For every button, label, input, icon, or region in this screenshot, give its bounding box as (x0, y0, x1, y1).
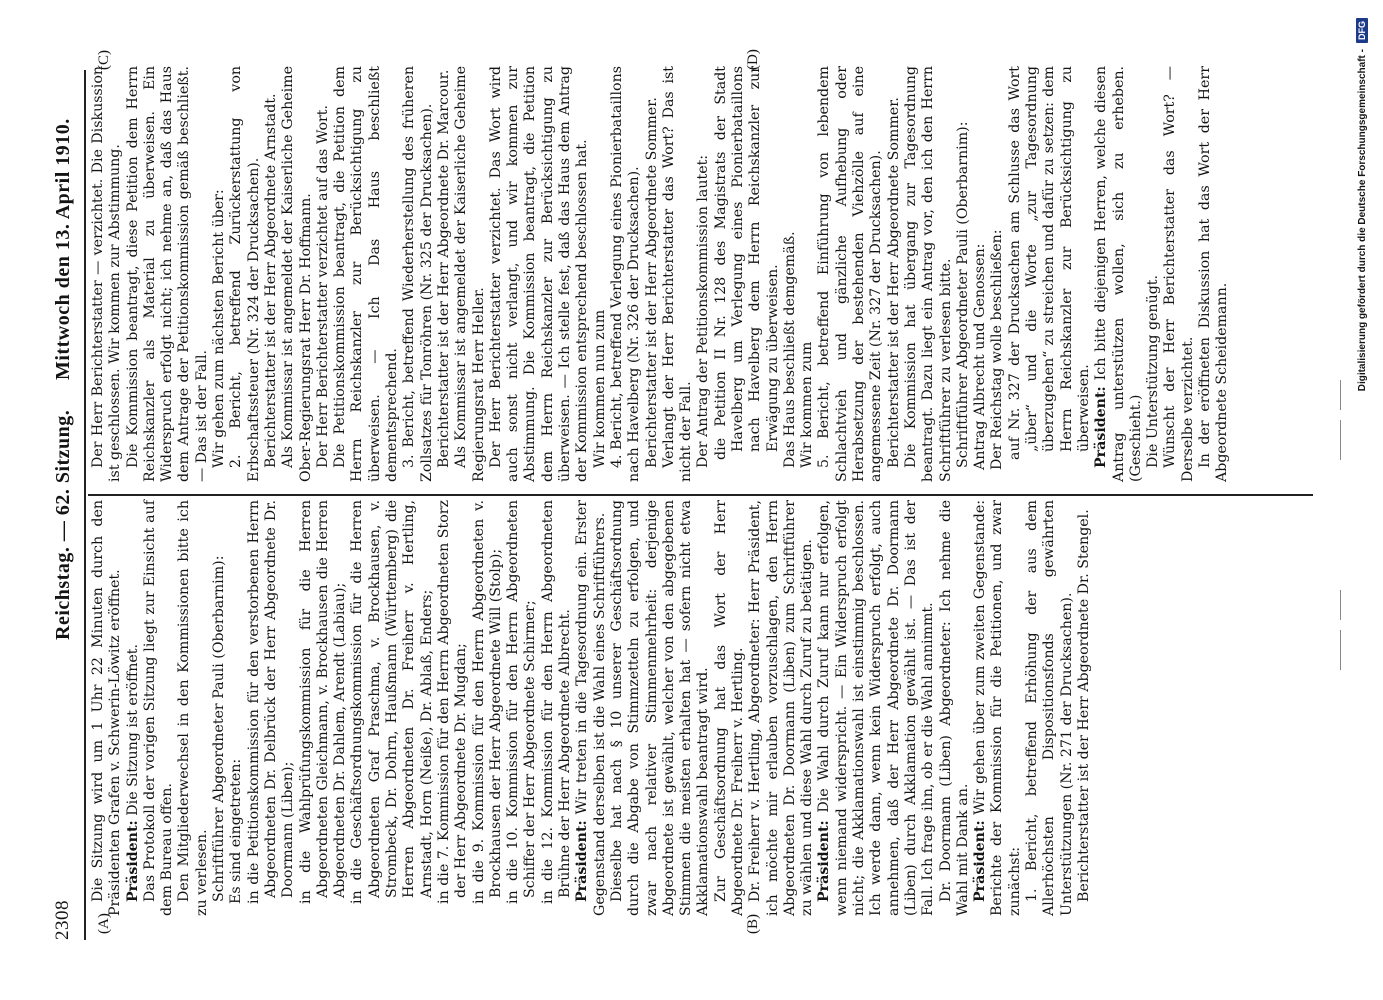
paragraph-text: Berichterstatter ist der Herr Abgeordnete Arnstadt. (262, 93, 279, 468)
scan-mark (1340, 380, 1341, 410)
paragraph (782, 66, 799, 482)
paragraph (211, 66, 228, 482)
scan-mark (1340, 590, 1341, 620)
paragraph-text: Der Herr Berichterstatter verzichtet auf das Wort. (314, 105, 331, 468)
paragraph (938, 500, 973, 916)
paragraph-text: die Petition II Nr. 128 des Magistrats der Stadt Havelberg um Verlegung eines Pionierbataillons nach Havelberg dem Herrn Reichskanzler zur Erwägung zu überweisen. (712, 66, 781, 460)
paragraph-text: Wünscht der Herr Berichterstatter das Wort? — Derselbe verzichtet. (1162, 66, 1196, 482)
paragraph (713, 66, 782, 482)
paragraph (246, 500, 298, 916)
paragraph-text: Wir kommen zum (799, 341, 816, 468)
paragraph (1007, 66, 1093, 482)
paragraph-text: Die Sitzung ist eröffnet. (124, 644, 141, 821)
paragraph-text: auf Nr. 327 der Drucksachen am Schlusse das Wort „über“ und die Worte „zur Tagesordnung überzugehen“ zu streichen und dafür zu setzen: dem Herrn Reichskanzler zur Berücksichtigung zu überweisen. (1006, 66, 1092, 460)
paragraph (505, 500, 540, 916)
paragraph-text: Berichterstatter ist der Herr Abgeordnete Sommer. (643, 97, 660, 468)
paragraph (142, 500, 177, 916)
paragraph-text: 2. Bericht, betreffend Zurückerstattung von Erbschaftssteuer (Nr. 324 der Drucksachen). (228, 66, 262, 482)
paragraph (695, 66, 712, 482)
paragraph-text: Berichterstatter ist der Herr Abgeordnete Sommer. (885, 97, 902, 468)
page-header (48, 90, 78, 940)
paragraph (125, 500, 142, 916)
paragraph (1197, 66, 1232, 482)
paragraph-text: 4. Bericht, betreffend Verlegung eines Pionierbataillons nach Havelberg (Nr. 326 der Drucksachen). (608, 66, 643, 482)
paragraph-text: Es sind eingetreten: (228, 758, 245, 904)
paragraph-text: Dr. Doormann (Liben) Abgeordneter: Ich nehme die Wahl mit Dank an. (937, 500, 971, 916)
margin-marker-d: (D) (745, 49, 761, 70)
paragraph (471, 500, 506, 916)
paragraph-text: in die Geschäftsordnungskommission für die Herren Abgeordneten Graf Praschma, v. Brockhausen, v. Strombeck, Dr. Dohrn, Haußmann (Württemberg) die Herren Abgeordneten Dr. Freiherr v. Hertling, Arnstadt, Horn (Neiße), Dr. Ablaß, Enders; (349, 500, 435, 904)
paragraph (90, 66, 125, 482)
paragraph-text: Berichterstatter ist der Herr Abgeordnete Dr. Stengel. (1075, 509, 1092, 902)
speaker-label: Präsident: (574, 820, 591, 902)
paragraph (315, 66, 332, 482)
paragraph-text: Wir treten in die Tagesordnung ein. Erster Gegenstand derselben ist die Wahl eines Schriftführers. (574, 500, 608, 916)
paragraph (989, 66, 1006, 482)
footer-text: Digitalisierung gefördert durch die Deutsche Forschungsgemeinschaft - (1357, 49, 1368, 392)
paragraph (816, 500, 937, 916)
paragraph-text: in die 10. Kommission für den Herrn Abgeordneten Schiffer der Herr Abgeordnete Schirmer; (505, 500, 539, 904)
paragraph (211, 500, 228, 916)
dfg-logo: DFG (1356, 18, 1368, 43)
paragraph-text: in die 12. Kommission für den Herrn Abgeordneten Brühne der Herr Abgeordnete Albrecht. (539, 500, 574, 904)
paragraph (816, 66, 885, 482)
paragraph (609, 66, 644, 482)
paragraph-text: Die Unterstützung genügt. (1145, 275, 1162, 468)
paragraph (1076, 500, 1093, 916)
paragraph-text: Als Kommissar ist angemeldet der Kaiserliche Geheime Ober-Regierungsrat Herr Dr. Hoffmann. (280, 66, 314, 482)
session-date: Mittwoch den 13. April 1910. (52, 118, 74, 380)
column-rule (88, 494, 1313, 496)
paragraph-text: in die Petitionskommission für den verstorbenen Herrn Abgeordneten Dr. Delbrück der Herr Abgeordnete Dr. Doormann (Liben); (245, 500, 297, 904)
paragraph (488, 66, 592, 482)
paragraph-text: Die Kommission beantragt, diese Petition dem Herrn Reichskanzler als Material zu überweisen. Ein Widerspruch erfolgt nicht; ich nehme an, daß das Haus dem Antrage der Petitionskommission gemäß beschließt. — Das ist der Fall. (124, 66, 210, 482)
session-title: Reichstag. — 62. Sitzung. (52, 409, 74, 640)
paragraph (903, 66, 955, 482)
paragraph (228, 66, 263, 482)
paragraph-text: in die Wahlprüfungskommission für die Herren Abgeordneten Gleichmann, v. Brockhausen die Herren Abgeordneten Dr. Dahlem, Arendt (Labiau); (297, 500, 349, 904)
speaker-label: Präsident: (972, 820, 989, 902)
paragraph (298, 500, 350, 916)
paragraph (574, 500, 609, 916)
paragraph (332, 66, 401, 482)
paragraph (799, 66, 816, 482)
header-rule (84, 70, 86, 940)
paragraph-text: 3. Bericht, betreffend Wiederherstellung des früheren Zollsatzes für Tonröhren (Nr. 325 der Drucksachen). (401, 66, 435, 482)
paragraph-text: Der Antrag der Petitionskommission lautet: (695, 154, 712, 468)
paragraph (228, 500, 245, 916)
scan-mark (1340, 420, 1341, 460)
paragraph-text: Ich bitte diejenigen Herren, welche diesen Antrag unterstützen wollen, sich zu erheben. (Geschieht.) (1093, 66, 1144, 482)
paragraph (349, 500, 435, 916)
paragraph (609, 500, 713, 916)
paragraph-text: Schriftführer Abgeordneter Pauli (Oberbarnim): (211, 555, 228, 902)
scan-mark (1340, 630, 1341, 670)
margin-marker-c: (C) (96, 50, 112, 70)
paragraph-text: Den Mitgliederwechsel in den Kommissionen bitte ich zu verlesen. (176, 500, 210, 916)
speaker-label: Präsident: (816, 820, 833, 902)
paragraph-text: Zur Geschäftsordnung hat das Wort der Herr Abgeordnete Dr. Freiherr v. Hertling. (712, 500, 746, 916)
digitization-footer (1356, 18, 1374, 978)
paragraph-text: Dr. Freiherr v. Hertling, Abgeordneter: Herr Präsident, ich möchte mir erlauben vorzuschlagen, den Herrn Abgeordneten Dr. Doormann (Liben) zum Schriftführer zu wählen und diese Wahl durch Zuruf zu betätigen. (747, 500, 816, 916)
paragraph-text: 1. Bericht, betreffend Erhöhung der aus dem Allerhöchsten Dispositionsfonds gewährten Unterstützungen (Nr. 271 der Drucksachen). (1024, 500, 1075, 916)
paragraph-text: Die Kommission hat übergang zur Tagesordnung beantragt. Dazu liegt ein Antrag vor, den ich den Herrn Schriftführer zu verlesen bitte. (902, 66, 954, 482)
right-column (90, 66, 1232, 482)
paragraph-text: Die Wahl durch Zuruf kann nur erfolgen, wenn niemand widerspricht. — Ein Widerspruch erfolgt nicht; die Akklamationswahl ist einstimmig beschlossen. Ich werde dann, wenn kein Widerspruch erfolgt, auch annehmen, daß der Herr Abgeordnete Dr. Doormann (Liben) durch Akklamation gewählt ist. — Das ist der Fall. Ich frage ihn, ob er die Wahl annimmt. (816, 500, 937, 916)
paragraph-text: Das Haus beschließt demgemäß. (781, 231, 798, 468)
paragraph-text: Das Protokoll der vorigen Sitzung liegt zur Einsicht auf dem Bureau offen. (141, 500, 176, 916)
paragraph (176, 500, 211, 916)
paragraph-text: Wir gehen zum nächsten Bericht über: (211, 189, 228, 468)
paragraph (453, 66, 488, 482)
paragraph-text: Der Reichstag wolle beschließen: (989, 229, 1006, 470)
paragraph-text: Der Herr Berichterstatter — verzichtet. Die Diskussion ist geschlossen. Wir kommen zur Abstimmung. (90, 66, 124, 482)
paragraph (436, 500, 471, 916)
speaker-label: Präsident: (124, 820, 141, 902)
paragraph-text: Wir gehen über zum zweiten Gegenstande: Berichte der Kommission für die Petitionen, und zwar zunächst: (972, 500, 1023, 916)
paragraph-text: Verlangt der Herr Berichterstatter das Wort? Das ist nicht der Fall. (660, 66, 695, 482)
paragraph-text: Antrag Albrecht und Genossen: (972, 243, 989, 470)
paragraph-text: Als Kommissar ist angemeldet der Kaiserliche Geheime Regierungsrat Herr Heller. (453, 66, 487, 482)
paragraph (644, 66, 661, 482)
speaker-label: Präsident: (1093, 386, 1110, 468)
page-number: 2308 (52, 900, 73, 940)
paragraph (747, 500, 816, 916)
paragraph (955, 66, 972, 482)
paragraph (125, 66, 211, 482)
paragraph-text: in die 7. Kommission für den Herrn Abgeordneten Storz der Herr Abgeordnete Dr. Mugdan; (435, 500, 470, 904)
paragraph (713, 500, 748, 916)
paragraph (90, 500, 125, 916)
paragraph (1024, 500, 1076, 916)
paragraph-text: Dieselbe hat nach § 10 unserer Geschäftsordnung durch die Abgabe von Stimmzetteln zu erfolgen, und zwar nach relativer Stimmenmehrheit: derjenige Abgeordnete ist gewählt, welcher von den abgegebenen Stimmen die meisten erhalten hat — sofern nicht etwa Akklamationswahl beantragt wird. (608, 500, 712, 916)
paragraph (886, 66, 903, 482)
margin-marker-b: (B) (745, 914, 761, 934)
paragraph (661, 66, 696, 482)
paragraph (1162, 66, 1197, 482)
paragraph (540, 500, 575, 916)
paragraph-text: Die Petitionskommission beantragt, die Petition dem Herrn Reichskanzler zur Berücksichtigung zu überweisen. — Ich Das Haus beschließt dementsprechend. (332, 66, 401, 482)
paragraph (1093, 66, 1145, 482)
margin-marker-a: (A) (96, 913, 112, 934)
paragraph (263, 66, 280, 482)
paragraph-text: in die 9. Kommission für den Herrn Abgeordneten v. Brockhausen der Herr Abgeordnete Will (Stolp); (470, 500, 504, 904)
left-column (90, 500, 1093, 916)
paragraph (280, 66, 315, 482)
paragraph-text: In der eröffneten Diskussion hat das Wort der Herr Abgeordnete Scheidemann. (1197, 66, 1231, 482)
paragraph (592, 66, 609, 482)
paragraph (401, 66, 436, 482)
paragraph-text: Schriftführer Abgeordneter Pauli (Oberbarnim): (954, 121, 971, 468)
paragraph-text: 5. Bericht, betreffend Einführung von lebendem Schlachtvieh und gänzliche Aufhebung oder Herabsetzung der bestehenden Viehzölle auf eine angemessene Zeit (Nr. 327 der Drucksachen). (816, 66, 885, 482)
paragraph-text: Der Herr Berichterstatter verzichtet. Das Wort wird auch sonst nicht verlangt, und wir kommen zur Abstimmung. Die Kommission beantragt, die Petition dem Herrn Reichskanzler zur Berücksichtigung zu überweisen. — Ich stelle fest, daß das Haus dem Antrag der Kommission entsprechend beschlossen hat. (487, 66, 591, 482)
paragraph (972, 500, 1024, 916)
paragraph-text: Berichterstatter ist der Herr Abgeordnete Dr. Marcour. (435, 69, 452, 468)
paragraph (436, 66, 453, 482)
paragraph-text: Die Sitzung wird um 1 Uhr 22 Minuten durch den Präsidenten Grafen v. Schwerin-Löwitz eröffnet. (90, 500, 124, 916)
paragraph (972, 66, 989, 482)
paragraph (1145, 66, 1162, 482)
paragraph-text: Wir kommen nun zum (591, 309, 608, 468)
